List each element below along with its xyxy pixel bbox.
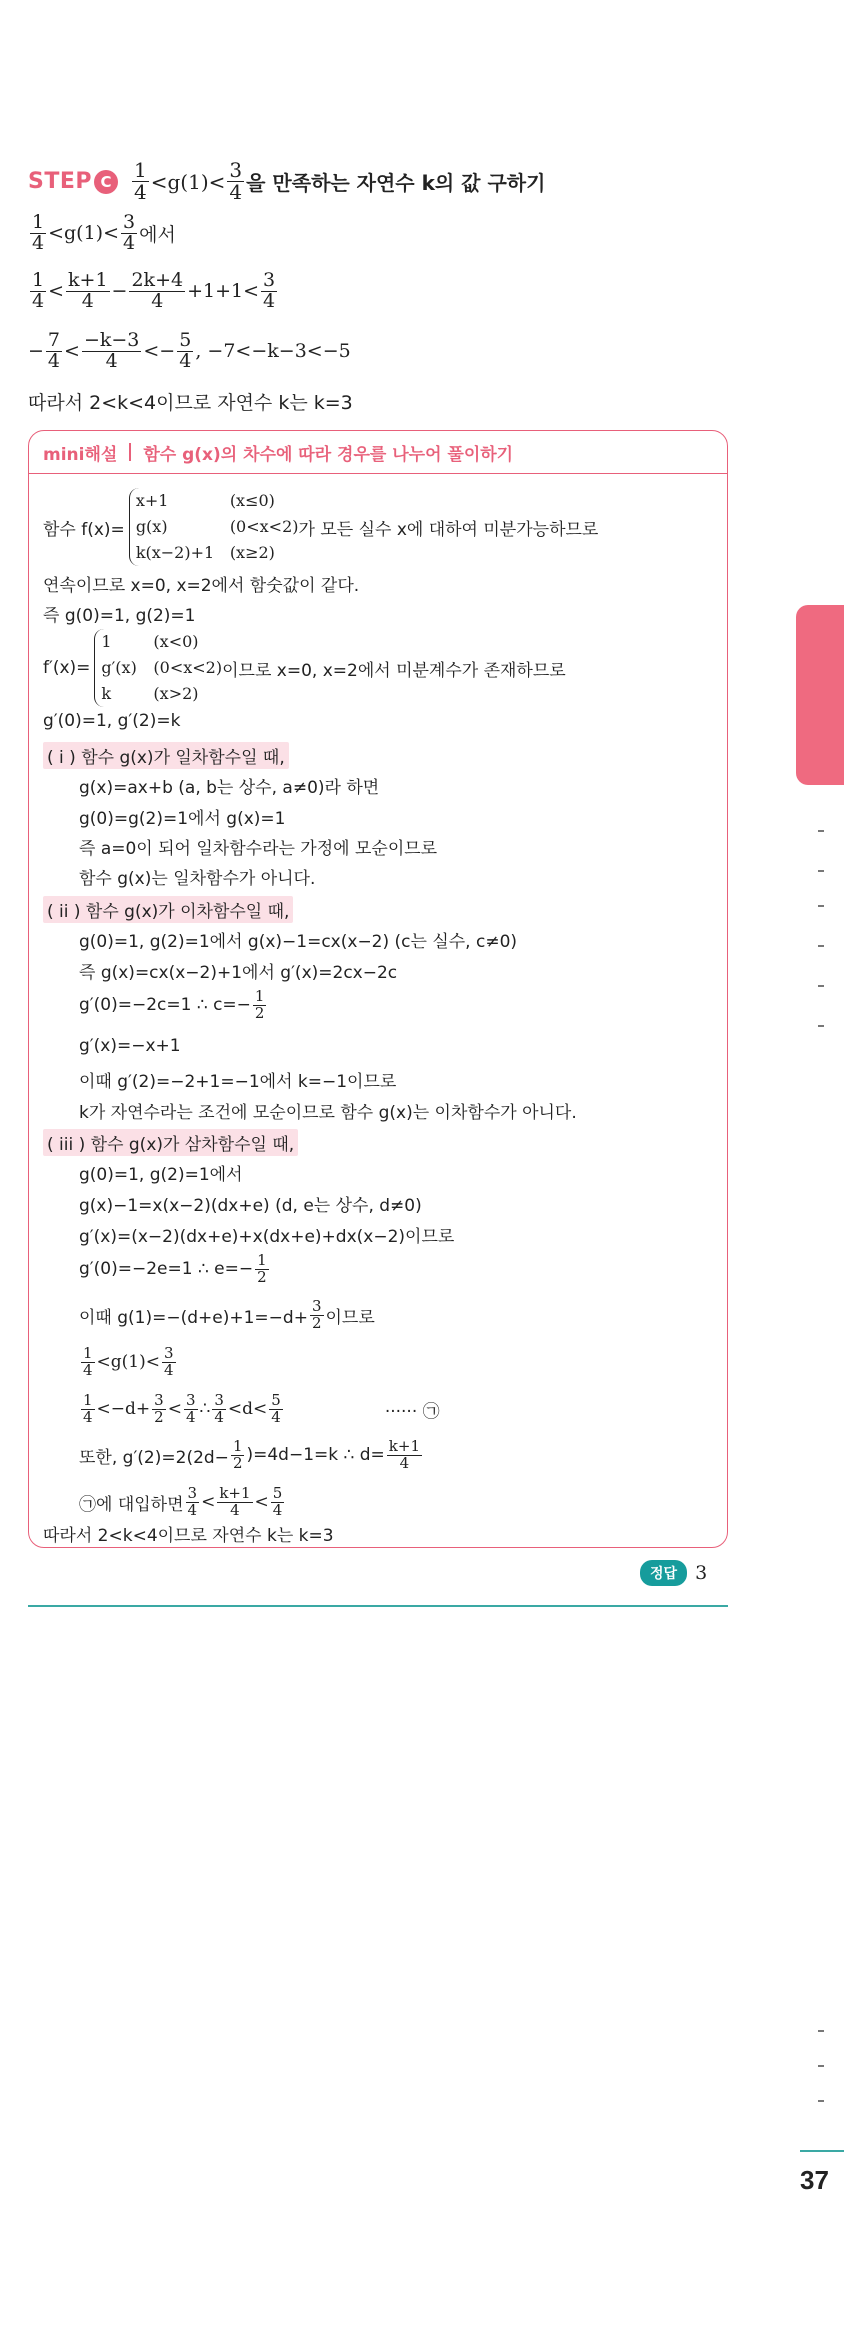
solution-line-1: $\frac{1}{4}$ <g(1)< $\frac{3}{4}$ 에서	[32, 211, 176, 254]
step-badge: C	[94, 170, 118, 194]
case-1-heading: ( i ) 함수 g(x)가 일차함수일 때,	[43, 742, 289, 769]
case-2-line-3: g′(0)=−2c=1 ∴ c=− $\frac{1}{2}$	[79, 987, 265, 1022]
case-1-line-1: g(x)=ax+b (a, b는 상수, a≠0)라 하면	[79, 778, 380, 798]
side-mark	[818, 2100, 824, 2102]
mini-explanation-box	[28, 430, 728, 1548]
section-divider	[28, 1605, 728, 1607]
side-mark	[818, 945, 824, 947]
case-3-line-7: $\frac{1}{4}$ <−d+ $\frac{3}{2}$ < $\frac{3}{4}$ ∴ $\frac{3}{4}$ <d< $\frac{5}{4}$ ······ ㉠	[83, 1391, 440, 1426]
title-fraction-right: $\frac{3}{4}$	[229, 158, 243, 204]
step-label: STEP	[28, 169, 93, 194]
side-mark	[818, 830, 824, 832]
answer-area	[640, 1560, 707, 1586]
case-1-line-2: g(0)=g(2)=1에서 g(x)=1	[79, 809, 286, 829]
case-3-line-8: 또한, g′(2)=2(2d− $\frac{1}{2}$ )=4d−1=k ∴ d= $\frac{k+1}{4}$	[79, 1437, 420, 1472]
mini-title: 함수 g(x)의 차수에 따라 경우를 나누어 풀이하기	[143, 444, 514, 465]
case-3-line-6: $\frac{1}{4}$ <g(1)< $\frac{3}{4}$	[83, 1344, 174, 1379]
case-2-line-1: g(0)=1, g(2)=1에서 g(x)−1=cx(x−2) (c는 실수, c≠0)	[79, 932, 518, 952]
continuity-line: 연속이므로 x=0, x=2에서 함숫값이 같다.	[43, 576, 360, 596]
case-2-line-5: 이때 g′(2)=−2+1=−1에서 k=−1이므로	[79, 1072, 397, 1092]
step-header	[28, 160, 545, 203]
case-3-line-4: g′(0)=−2e=1 ∴ e=− $\frac{1}{2}$	[79, 1251, 267, 1286]
mini-label: mini해설	[43, 444, 118, 465]
solution-conclusion: 따라서 2<k<4이므로 자연수 k는 k=3	[28, 392, 353, 414]
mini-explanation-header	[29, 431, 727, 474]
mini-separator	[129, 443, 131, 461]
answer-value: 3	[695, 1562, 708, 1584]
side-mark	[818, 905, 824, 907]
answer-badge: 정답	[640, 1560, 687, 1586]
g-values-line: 즉 g(0)=1, g(2)=1	[43, 606, 196, 626]
solution-line-2: $\frac{1}{4}$ < $\frac{k+1}{4}$ − $\frac{2k+4}{4}$ +1+1< $\frac{3}{4}$	[32, 269, 276, 312]
side-mark	[818, 2065, 824, 2067]
side-mark	[818, 2030, 824, 2032]
fprime-definition: f′(x)= 1 (x<0) g′(x) (0<x<2) k (x>2) 이므로 x=0, x=2에서 미분계수가 존재하므로	[43, 629, 566, 707]
case-3-line-1: g(0)=1, g(2)=1에서	[79, 1165, 243, 1185]
chapter-side-tab	[796, 605, 844, 785]
f-definition: 함수 f(x)= x+1 (x≤0) g(x) (0<x<2) k(x−2)+1 (x≥2) 가 모든 실수 x에 대하여 미분가능하므로	[43, 488, 598, 566]
gprime-values-line: g′(0)=1, g′(2)=k	[43, 711, 181, 731]
step-title: 을 만족하는 자연수 k의 값 구하기	[246, 171, 546, 195]
title-inequality: <g(1)<	[150, 169, 226, 194]
case-2-line-4: g′(x)=−x+1	[79, 1036, 181, 1056]
side-mark	[818, 870, 824, 872]
equation-marker: ······ ㉠	[384, 1401, 440, 1422]
case-3-line-9: ㉠에 대입하면 $\frac{3}{4}$ < $\frac{k+1}{4}$ < $\frac{5}{4}$	[79, 1484, 283, 1519]
case-3-line-2: g(x)−1=x(x−2)(dx+e) (d, e는 상수, d≠0)	[79, 1196, 422, 1216]
case-2-line-6: k가 자연수라는 조건에 모순이므로 함수 g(x)는 이차함수가 아니다.	[79, 1103, 577, 1123]
solution-line-3: − $\frac{7}{4}$ < $\frac{-k-3}{4}$ <− $\frac{5}{4}$ , −7<−k−3<−5	[28, 329, 351, 372]
side-mark	[818, 985, 824, 987]
case-1-line-3: 즉 a=0이 되어 일차함수라는 가정에 모순이므로	[79, 839, 438, 859]
case-3-heading: ( iii ) 함수 g(x)가 삼차함수일 때,	[43, 1129, 298, 1156]
side-mark	[818, 1025, 824, 1027]
case-1-line-4: 함수 g(x)는 일차함수가 아니다.	[79, 869, 316, 889]
case-2-line-2: 즉 g(x)=cx(x−2)+1에서 g′(x)=2cx−2c	[79, 963, 398, 983]
case-3-line-3: g′(x)=(x−2)(dx+e)+x(dx+e)+dx(x−2)이므로	[79, 1227, 455, 1247]
title-fraction-left: $\frac{1}{4}$	[134, 158, 147, 204]
case-3-line-5: 이때 g(1)=−(d+e)+1=−d+ $\frac{3}{2}$ 이므로	[79, 1297, 375, 1332]
page-number-rule	[800, 2150, 844, 2152]
page-number: 37	[800, 2165, 829, 2195]
case-2-heading: ( ii ) 함수 g(x)가 이차함수일 때,	[43, 896, 293, 923]
mini-conclusion: 따라서 2<k<4이므로 자연수 k는 k=3	[43, 1526, 334, 1546]
